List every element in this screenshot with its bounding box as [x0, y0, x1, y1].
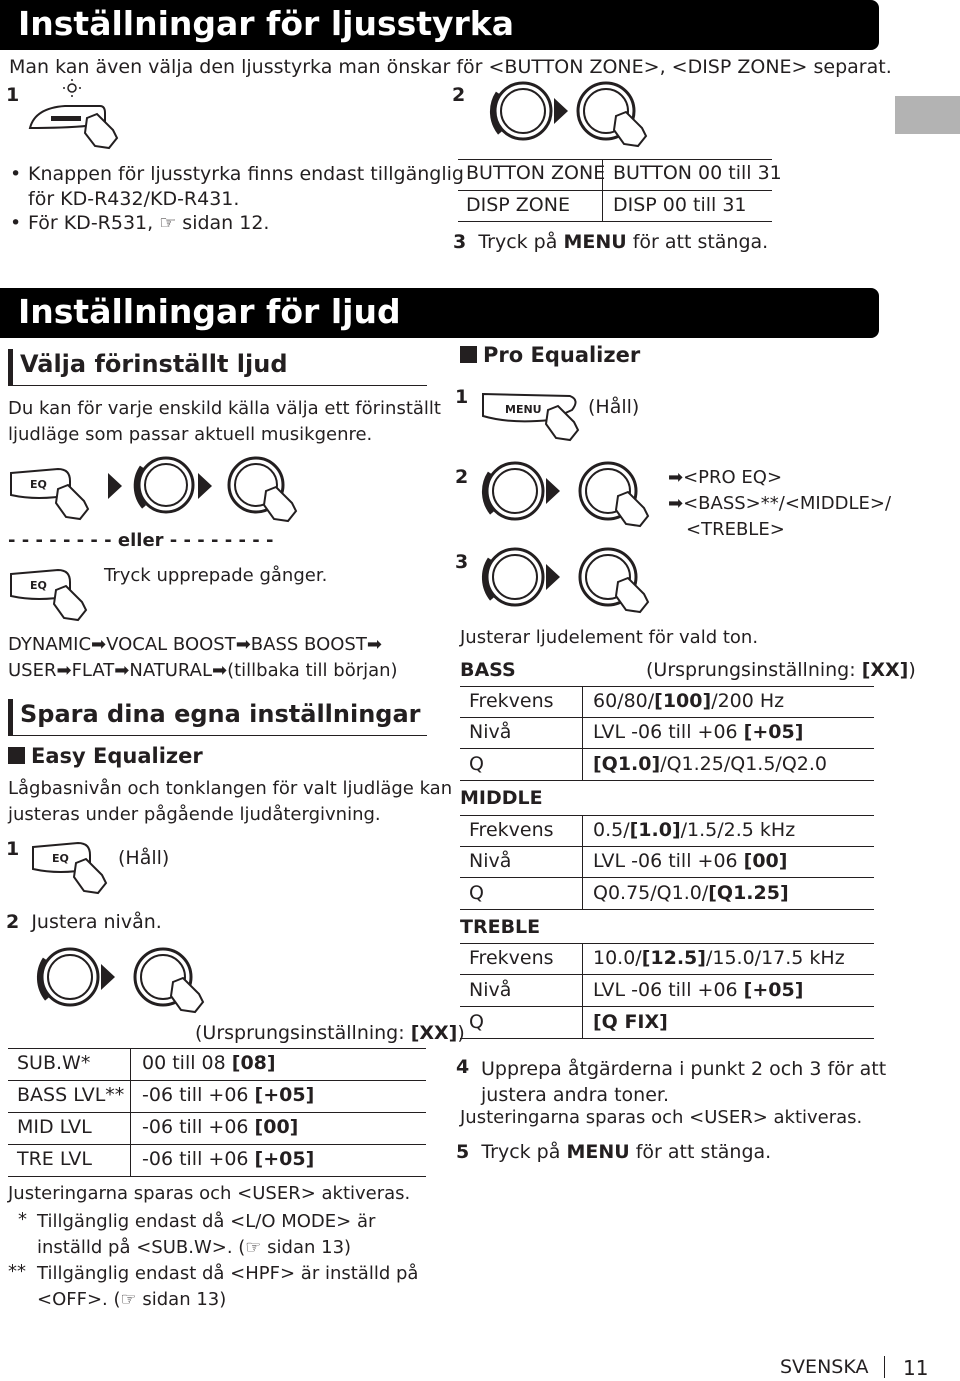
pro-step-4: Upprepa åtgärderna i punkt 2 och 3 för att justera andra toner. — [481, 1058, 887, 1106]
svg-text:EQ: EQ — [30, 478, 47, 491]
sound-mode-sequence: DYNAMIC➡VOCAL BOOST➡BASS BOOST➡ USER➡FLAT➡NATURAL➡(tillbaka till början) — [8, 634, 398, 681]
easy-row-value: -06 till +06 [+05] — [142, 1148, 315, 1170]
param-value: LVL -06 till +06 [00] — [593, 850, 788, 872]
pro-step-1-number: 1 — [455, 386, 469, 408]
eq-hold-button-icon — [30, 833, 120, 899]
brightness-button-icon — [25, 78, 125, 150]
sound-title: Inställningar för ljud — [18, 292, 401, 331]
easy-eq-text: Lågbasnivån och tonklangen för valt ljudläge kan justeras under pågående ljudåtergivning. — [8, 778, 453, 825]
param-value: Q0.75/Q1.0/[Q1.25] — [593, 882, 789, 904]
pro-step-3-number: 3 — [455, 551, 469, 573]
group-middle: MIDDLE — [460, 787, 543, 809]
pro-step-4-number: 4 — [456, 1056, 470, 1078]
brightness-title: Inställningar för ljusstyrka — [18, 4, 514, 43]
footnote-1: Tillgänglig endast då <L/O MODE> är inställd på <SUB.W>. (☞ sidan 13) — [37, 1211, 376, 1258]
adjust-dial-icon — [35, 944, 215, 1016]
param-value: 60/80/[100]/200 Hz — [593, 690, 785, 712]
step-1-number: 1 — [6, 84, 20, 106]
param-name: Frekvens — [469, 690, 554, 712]
square-bullet-icon — [8, 747, 25, 764]
param-name: Nivå — [469, 850, 512, 872]
param-name: Nivå — [469, 979, 512, 1001]
zone-name-button: BUTTON ZONE — [466, 162, 606, 184]
easy-row-name: MID LVL — [17, 1116, 92, 1138]
param-name: Q — [469, 882, 484, 904]
param-name: Frekvens — [469, 947, 554, 969]
easy-row-name: BASS LVL** — [17, 1084, 125, 1106]
save-heading-bar — [8, 699, 13, 735]
section-title-sound — [0, 288, 879, 338]
easy-row-value: -06 till +06 [+05] — [142, 1084, 315, 1106]
page-number: 11 — [903, 1356, 929, 1380]
side-tab — [895, 96, 960, 134]
brightness-intro: Man kan även välja den ljusstyrka man önskar för <BUTTON ZONE>, <DISP ZONE> separat. — [9, 56, 892, 78]
preset-heading-bar — [8, 349, 13, 385]
footnote-2: Tillgänglig endast då <HPF> är inställd på <OFF>. (☞ sidan 13) — [37, 1263, 419, 1310]
zone-name-disp: DISP ZONE — [466, 194, 570, 216]
easy-default-note: (Ursprungsinställning: [XX]) — [195, 1022, 465, 1044]
param-name: Nivå — [469, 721, 512, 743]
easy-eq-heading: Easy Equalizer — [8, 744, 203, 768]
param-name: Q — [469, 1011, 484, 1033]
easy-hold-label: (Håll) — [118, 847, 170, 869]
pro-menu-path: ➡<PRO EQ> ➡<BASS>**/<MIDDLE>/ <TREBLE> — [668, 467, 892, 540]
press-repeatedly-text: Tryck upprepade gånger. — [104, 565, 328, 586]
bullet-kd-r531: • För KD-R531, ☞ sidan 12. — [28, 212, 269, 234]
pro-saved-text: Justeringarna sparas och <USER> aktiveras. — [460, 1107, 863, 1128]
footnote-2-mark: ** — [8, 1261, 26, 1282]
pro-adjust-dial-icon — [480, 544, 660, 616]
pro-hold-label: (Håll) — [588, 396, 640, 418]
group-bass: BASS — [460, 659, 516, 681]
svg-text:EQ: EQ — [30, 579, 47, 592]
easy-row-value: 00 till 08 [08] — [142, 1052, 276, 1074]
eq-button-icon — [8, 558, 108, 626]
square-bullet-icon — [460, 346, 477, 363]
easy-row-name: TRE LVL — [17, 1148, 92, 1170]
svg-text:MENU: MENU — [505, 403, 542, 416]
easy-row-name: SUB.W* — [17, 1052, 91, 1074]
param-value: [Q1.0]/Q1.25/Q1.5/Q2.0 — [593, 753, 827, 775]
step-3-close-menu: 3 Tryck på MENU för att stänga. — [453, 231, 769, 253]
easy-step-1-number: 1 — [6, 838, 20, 860]
menu-hold-button-icon — [480, 380, 590, 450]
easy-saved-text: Justeringarna sparas och <USER> aktiveras. — [8, 1183, 411, 1204]
footer-language: SVENSKA — [780, 1356, 869, 1378]
zone-range-disp: DISP 00 till 31 — [613, 194, 747, 216]
param-value: LVL -06 till +06 [+05] — [593, 979, 804, 1001]
pro-step-5: 5 Tryck på MENU för att stänga. — [456, 1141, 772, 1163]
or-separator: - - - - - - - - eller - - - - - - - - — [8, 530, 274, 551]
save-heading: Spara dina egna inställningar — [20, 700, 421, 728]
pro-eq-heading: Pro Equalizer — [460, 343, 640, 367]
section-title-brightness — [0, 0, 879, 50]
pro-step-2-number: 2 — [455, 466, 469, 488]
param-name: Q — [469, 753, 484, 775]
svg-text:EQ: EQ — [52, 852, 69, 865]
footnote-1-mark: * — [18, 1209, 27, 1230]
param-value: [Q FIX] — [593, 1011, 668, 1033]
param-name: Frekvens — [469, 819, 554, 841]
easy-step-2: 2 Justera nivån. — [6, 911, 162, 933]
pro-default-note: (Ursprungsinställning: [XX]) — [646, 659, 916, 681]
preset-heading: Välja förinställt ljud — [20, 350, 288, 378]
bullet-availability: • Knappen för ljusstyrka finns endast tillgänglig för KD-R432/KD-R431. — [28, 162, 464, 212]
pro-adjust-text: Justerar ljudelement för vald ton. — [460, 627, 759, 648]
eq-dial-sequence-icon — [8, 455, 308, 525]
control-dial-icon — [488, 78, 668, 150]
param-value: 0.5/[1.0]/1.5/2.5 kHz — [593, 819, 796, 841]
pro-dial-sequence-icon — [480, 458, 660, 530]
param-value: LVL -06 till +06 [+05] — [593, 721, 804, 743]
step-2-number: 2 — [452, 84, 466, 106]
group-treble: TREBLE — [460, 916, 541, 938]
preset-text: Du kan för varje enskild källa välja ett förinställt ljudläge som passar aktuell musikgenre. — [8, 398, 441, 445]
zone-range-button: BUTTON 00 till 31 — [613, 162, 782, 184]
param-value: 10.0/[12.5]/15.0/17.5 kHz — [593, 947, 845, 969]
easy-row-value: -06 till +06 [00] — [142, 1116, 299, 1138]
